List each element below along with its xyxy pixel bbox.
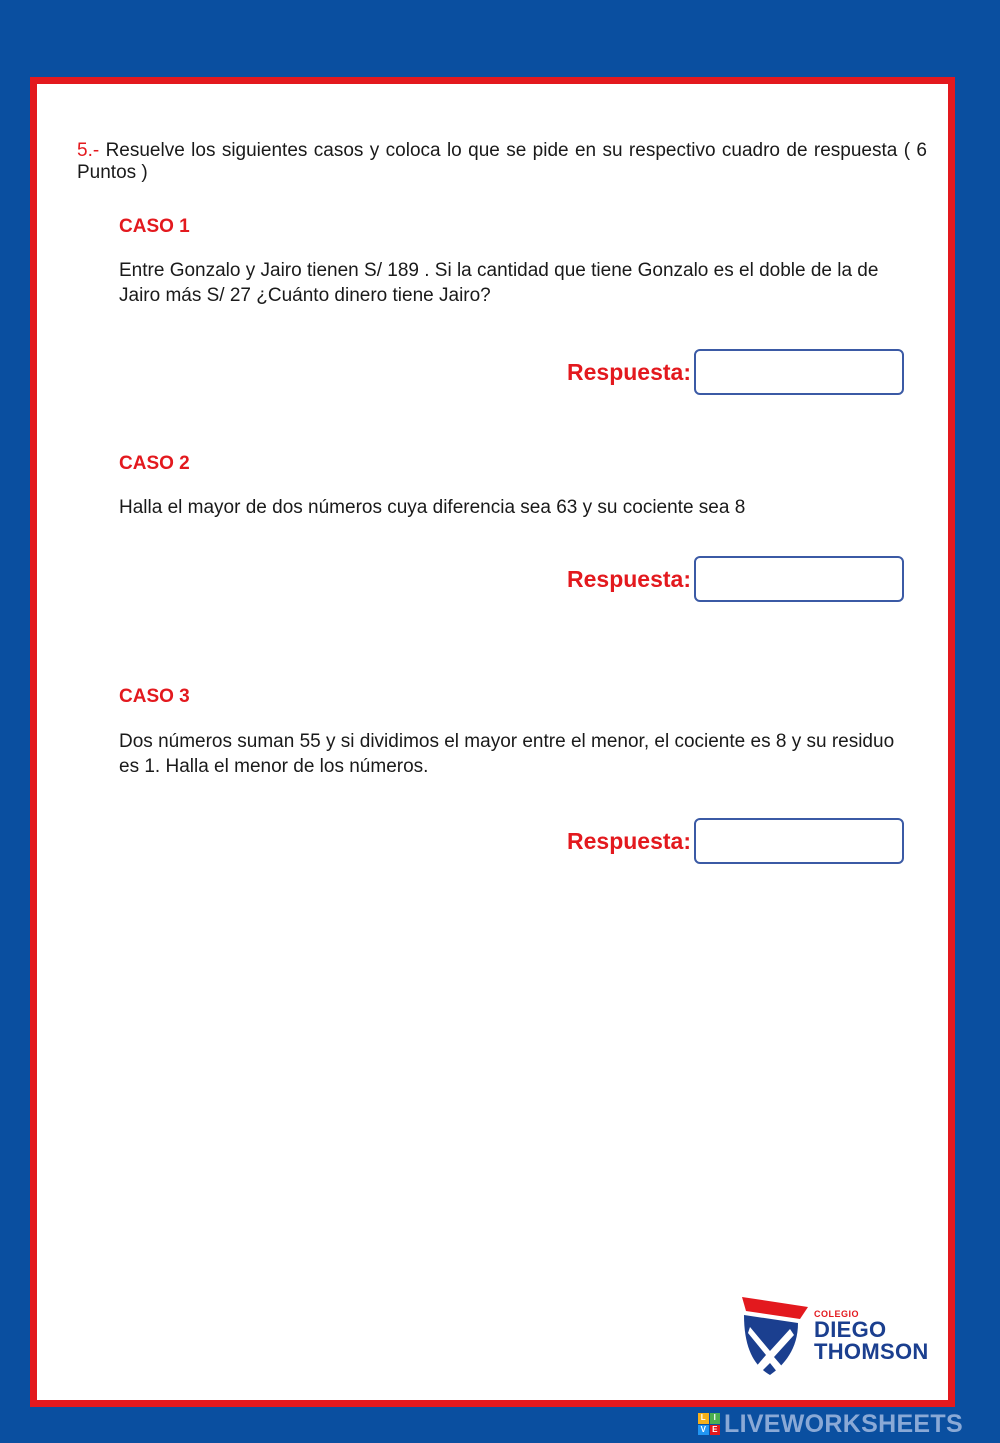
case-1-answer-label: Respuesta: [567,358,691,385]
wm-letter-l: L [698,1413,709,1424]
case-1-title: CASO 1 [119,216,190,237]
watermark-text: LIVEWORKSHEETS [724,1409,963,1438]
liveworksheets-logo-icon [698,1413,720,1435]
case-3-title: CASO 3 [119,686,190,707]
school-name [814,1309,929,1363]
case-3-answer-row [567,817,907,865]
wm-letter-i: I [710,1413,721,1424]
worksheet-page [30,77,955,1407]
question-number: 5.- [77,140,100,161]
case-3-text: Dos números suman 55 y si dividimos el mayor entre el menor, el cociente es 8 y su residuo es 1. Halla el menor de los números. [119,731,895,777]
school-logo [740,1293,940,1385]
case-2-answer-label: Respuesta: [567,565,691,592]
case-3-answer-label: Respuesta: [567,827,691,854]
case-2-answer-row [567,555,907,603]
school-name-line1: DIEGO [814,1317,887,1342]
case-3-answer-input[interactable] [694,818,904,864]
case-1-answer-input[interactable] [694,349,904,395]
question-text: Resuelve los siguientes casos y coloca lo que se pide en su respectivo cuadro de respuesta ( 6 Puntos ) [77,140,927,183]
case-2-title: CASO 2 [119,453,190,474]
case-2-text: Halla el mayor de dos números cuya diferencia sea 63 y su cociente sea 8 [119,497,746,518]
case-1-answer-row [567,348,907,396]
wm-letter-v: V [698,1425,709,1436]
school-shield-icon [740,1293,810,1377]
case-2-answer-input[interactable] [694,556,904,602]
school-name-small: COLEGIO [814,1309,860,1319]
case-1-text: Entre Gonzalo y Jairo tienen S/ 189 . Si la cantidad que tiene Gonzalo es el doble de la de Jairo más S/ 27 ¿Cuánto dinero tiene Jairo? [119,260,879,306]
question-statement [77,140,927,184]
liveworksheets-watermark [698,1411,963,1437]
school-name-line2: THOMSON [814,1339,929,1364]
wm-letter-e: E [710,1425,721,1436]
